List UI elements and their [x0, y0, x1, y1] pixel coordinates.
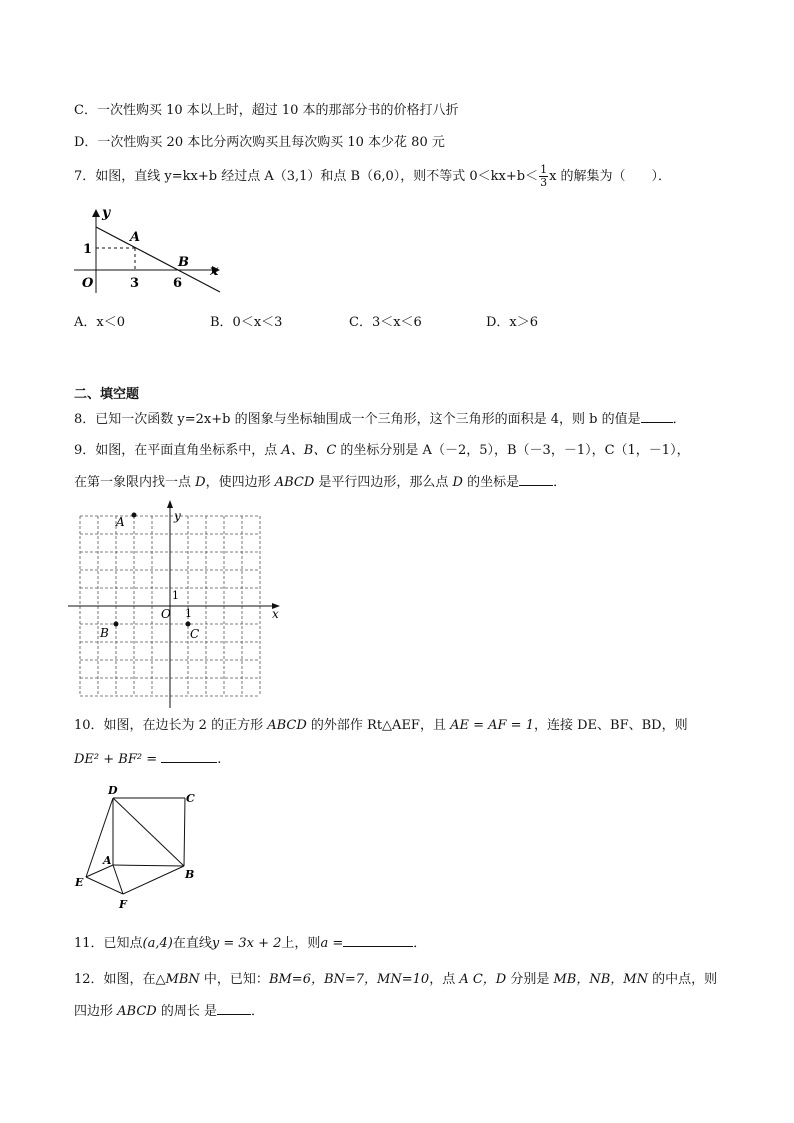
label-1: 1: [83, 242, 93, 257]
label-f: F: [119, 898, 127, 911]
label-a: A: [103, 854, 112, 867]
label-o: O: [82, 276, 94, 291]
edge-ab: [113, 865, 184, 866]
point-c: [186, 622, 191, 627]
answer-blank-12: [217, 1002, 251, 1015]
label-b: B: [178, 255, 189, 270]
diag-db: [113, 798, 184, 866]
question-9-line2: 在第一象限内找一点 D，使四边形 ABCD 是平行四边形，那么点 D 的坐标是 ．: [74, 475, 567, 490]
q7-figure: [60, 205, 230, 295]
option-c-line: C．一次性购买 10 本以上时，超过 10 本的那部分书的价格打八折: [74, 103, 459, 118]
label-b: B: [185, 868, 195, 881]
question-7: 7．如图，直线 y=kx+b 经过点 A（3,1）和点 B（6,0），则不等式 0＜kx+b＜ $\frac{1}{3}$ x 的解集为（ ）．: [74, 163, 672, 189]
label-c: C: [186, 792, 195, 805]
question-11: 11．已知点(a,4)在直线y = 3x + 2上，则a = ．: [74, 936, 427, 951]
q7-option-b: B．0＜x＜3: [210, 315, 283, 330]
point-b: [114, 622, 119, 627]
label-a: A: [116, 515, 125, 529]
fraction-one-third: $\frac{1}{3}$: [540, 163, 548, 189]
point-a: [132, 513, 137, 518]
label-1-x: 1: [185, 607, 192, 620]
q10-figure: [68, 782, 208, 914]
answer-blank-11: [343, 934, 413, 947]
label-1-y: 1: [172, 589, 179, 602]
line-kx-b: [96, 227, 220, 292]
y-arrow-icon: [92, 209, 100, 217]
q7-option-d: D．x＞6: [486, 315, 539, 330]
section-title: 二、填空题: [74, 387, 140, 402]
question-12-line1: 12．如图，在△MBN 中，已知：BM=6，BN=7，MN=10，点 A C，D 分别是 MB，NB，MN 的中点，则: [74, 972, 718, 987]
answer-blank-10: [161, 750, 217, 763]
label-o: O: [161, 607, 171, 621]
label-c: C: [190, 627, 200, 641]
q7-option-c: C．3＜x＜6: [349, 315, 422, 330]
question-10-line1: 10．如图，在边长为 2 的正方形 ABCD 的外部作 Rt△AEF，且 AE = AF = 1，连接 DE、BF、BD，则: [74, 718, 688, 733]
answer-blank-8: [641, 410, 673, 423]
question-8: 8．已知一次函数 y=2x+b 的图象与坐标轴围成一个三角形，这个三角形的面积是 4，则 b 的值是 ．: [74, 412, 686, 427]
label-a: A: [130, 230, 141, 245]
question-10-line2: DE² + BF² = .: [74, 752, 222, 767]
label-6: 6: [173, 276, 183, 291]
label-d: D: [108, 784, 118, 797]
option-d-line: D．一次性购买 20 本比分两次购买且每次购买 10 本少花 80 元: [74, 135, 445, 150]
label-x: x: [210, 263, 219, 279]
q9-grid-figure: [60, 500, 290, 710]
label-b: B: [100, 626, 109, 640]
seg-ef: [86, 877, 123, 894]
question-9-line1: 9．如图，在平面直角坐标系中，点 A、B、C 的坐标分别是 A（－2，5），B（－3，－1），C（1，－1），: [74, 443, 690, 458]
label-x: x: [272, 607, 279, 621]
seg-fb: [123, 866, 184, 894]
question-12-line2: 四边形 ABCD 的周长 是 ．: [74, 1004, 264, 1019]
q7-option-a: A．x＜0: [74, 315, 125, 330]
label-e: E: [75, 876, 84, 889]
q7-options: [74, 314, 594, 332]
edge-cb: [184, 798, 185, 866]
label-y: y: [174, 509, 181, 523]
answer-blank-9: [519, 473, 553, 486]
label-3: 3: [130, 276, 140, 291]
label-y: y: [102, 205, 111, 221]
y-arrow-icon: [167, 500, 173, 508]
